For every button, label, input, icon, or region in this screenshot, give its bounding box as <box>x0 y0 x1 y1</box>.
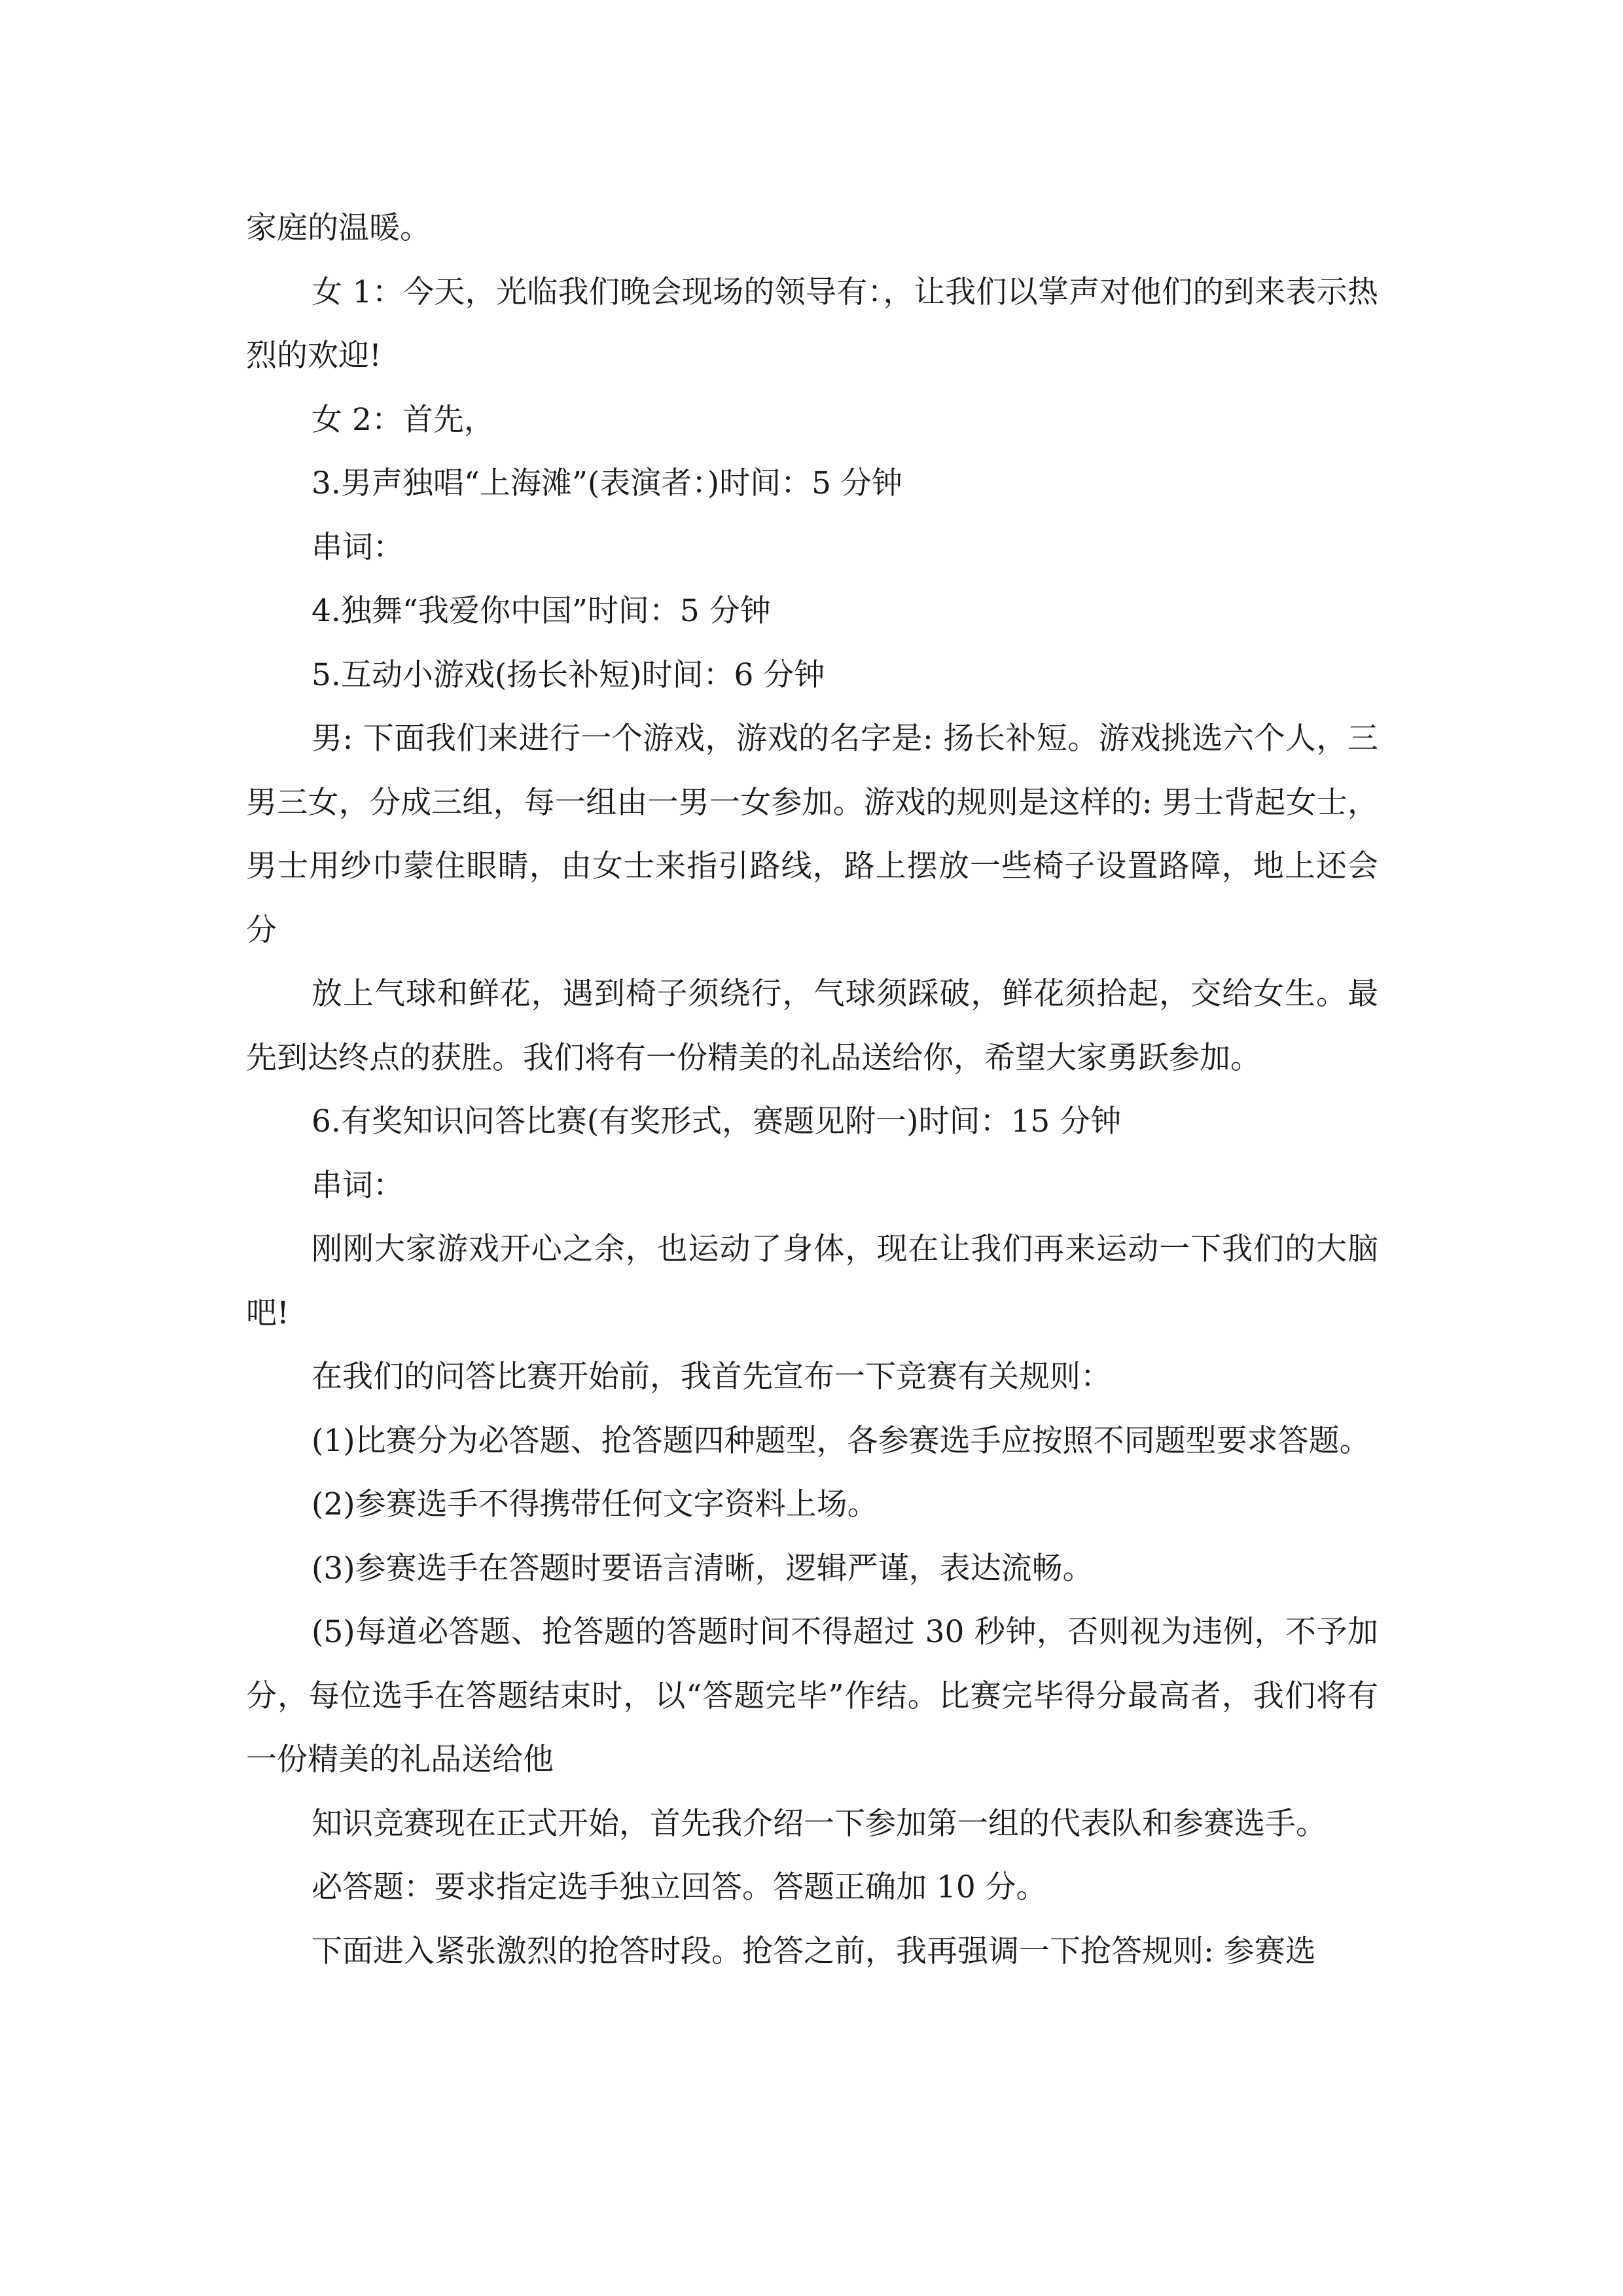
paragraph-quiz-intro: 刚刚大家游戏开心之余，也运动了身体，现在让我们再来运动一下我们的大脑吧! <box>246 1231 1378 1331</box>
program-item-3: 3.男声独唱“上海滩”(表演者：)时间：5 分钟 <box>312 465 902 501</box>
paragraph-quiz-start: 知识竞赛现在正式开始，首先我介绍一下参加第一组的代表队和参赛选手。 <box>312 1805 1327 1842</box>
paragraph-host-female-1: 女 1：今天，光临我们晚会现场的领导有：，让我们以掌声对他们的到来表示热烈的欢迎! <box>246 274 1378 374</box>
paragraph-required-questions: 必答题：要求指定选手独立回答。答题正确加 10 分。 <box>312 1869 1047 1905</box>
rule-item-3: (3)参赛选手在答题时要语言清晰，逻辑严谨，表达流畅。 <box>312 1550 1094 1587</box>
rule-item-5: (5)每道必答题、抢答题的答题时间不得超过 30 秒钟，否则视为违例，不予加分，每位选手在答题结束时，以“答题完毕”作结。比赛完毕得分最高者，我们将有一份精美的礼品送给他 <box>246 1614 1378 1778</box>
paragraph-game-intro: 男: 下面我们来进行一个游戏，游戏的名字是: 扬长补短。游戏挑选六个人，三男三女，分成三组，每一组由一男一女参加。游戏的规则是这样的: 男士背起女士，男士用纱巾蒙住眼睛，由女士来指引路线，路上摆放一些椅子设置路障，地上还会分 <box>246 721 1378 948</box>
program-item-5: 5.互动小游戏(扬长补短)时间：6 分钟 <box>312 656 825 693</box>
paragraph-script-label: 串词： <box>312 529 404 565</box>
paragraph-buzzer-round: 下面进入紧张激烈的抢答时段。抢答之前，我再强调一下抢答规则: 参赛选 <box>312 1933 1316 1969</box>
document-body <box>246 196 1378 1983</box>
paragraph-game-rules: 放上气球和鲜花，遇到椅子须绕行，气球须踩破，鲜花须拾起，交给女生。最先到达终点的获胜。我们将有一份精美的礼品送给你，希望大家勇跃参加。 <box>246 976 1378 1076</box>
program-item-4: 4.独舞“我爱你中国”时间：5 分钟 <box>312 593 771 629</box>
rule-item-1: (1)比赛分为必答题、抢答题四种题型，各参赛选手应按照不同题型要求答题。 <box>312 1422 1370 1459</box>
paragraph-script-label: 串词： <box>312 1167 404 1204</box>
paragraph-continuation: 家庭的温暖。 <box>246 210 431 246</box>
paragraph-host-female-2: 女 2：首先， <box>312 401 495 438</box>
program-item-6: 6.有奖知识问答比赛(有奖形式，赛题见附一)时间：15 分钟 <box>312 1103 1122 1139</box>
rule-item-2: (2)参赛选手不得携带任何文字资料上场。 <box>312 1486 878 1522</box>
paragraph-quiz-rules-intro: 在我们的问答比赛开始前，我首先宣布一下竞赛有关规则： <box>312 1359 1111 1395</box>
